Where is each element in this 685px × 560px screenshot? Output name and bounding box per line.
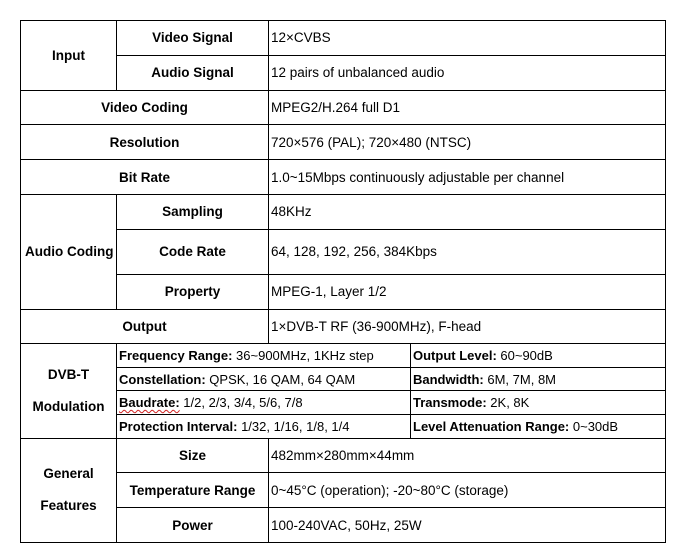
code-rate-value: 64, 128, 192, 256, 384Kbps <box>269 229 666 274</box>
protection-interval-value: 1/32, 1/16, 1/8, 1/4 <box>237 418 350 434</box>
audio-signal-value: 12 pairs of unbalanced audio <box>269 55 666 90</box>
size-value: 482mm×280mm×44mm <box>269 438 666 473</box>
table-row <box>21 125 666 160</box>
constellation-cell <box>117 367 411 391</box>
frequency-range-cell <box>117 344 411 368</box>
bandwidth-value: 6M, 7M, 8M <box>483 371 557 387</box>
power-value: 100-240VAC, 50Hz, 25W <box>269 508 666 543</box>
level-attenuation-value: 0~30dB <box>569 418 619 434</box>
video-coding-label: Video Coding <box>21 90 269 125</box>
input-group-label: Input <box>21 21 117 91</box>
power-label: Power <box>117 508 269 543</box>
frequency-range-value: 36~900MHz, 1KHz step <box>232 348 374 364</box>
transmode-label: Transmode: <box>413 395 487 411</box>
general-label-line1: General <box>43 466 94 482</box>
table-row <box>21 309 666 344</box>
constellation-label: Constellation: <box>119 371 206 387</box>
table-row <box>21 367 666 391</box>
audio-coding-group-label: Audio Coding <box>21 194 117 309</box>
bit-rate-label: Bit Rate <box>21 160 269 195</box>
table-row <box>21 391 666 415</box>
level-attenuation-label: Level Attenuation Range: <box>413 418 570 434</box>
table-row <box>21 508 666 543</box>
dvbt-label-line1: DVB-T <box>47 366 90 382</box>
constellation-value: QPSK, 16 QAM, 64 QAM <box>205 371 356 387</box>
table-row <box>21 473 666 508</box>
size-label: Size <box>117 438 269 473</box>
baudrate-label: Baudrate: <box>119 395 180 411</box>
code-rate-label: Code Rate <box>117 229 269 274</box>
dvbt-label-line2: Modulation <box>32 398 105 414</box>
table-row <box>21 160 666 195</box>
table-row <box>21 229 666 274</box>
resolution-value: 720×576 (PAL); 720×480 (NTSC) <box>269 125 666 160</box>
protection-interval-label: Protection Interval: <box>119 418 238 434</box>
property-value: MPEG-1, Layer 1/2 <box>269 274 666 309</box>
bit-rate-value: 1.0~15Mbps continuously adjustable per channel <box>269 160 666 195</box>
table-row <box>21 90 666 125</box>
dvbt-group-label <box>21 344 117 438</box>
level-attenuation-cell <box>411 415 666 439</box>
resolution-label: Resolution <box>21 125 269 160</box>
table-row <box>21 438 666 473</box>
sampling-value: 48KHz <box>269 194 666 229</box>
table-row <box>21 344 666 368</box>
video-signal-label: Video Signal <box>117 21 269 56</box>
property-label: Property <box>117 274 269 309</box>
bandwidth-cell <box>411 367 666 391</box>
output-level-label: Output Level: <box>413 348 497 364</box>
video-coding-value: MPEG2/H.264 full D1 <box>269 90 666 125</box>
output-level-cell <box>411 344 666 368</box>
baudrate-cell <box>117 391 411 415</box>
output-value: 1×DVB-T RF (36-900MHz), F-head <box>269 309 666 344</box>
general-label-line2: Features <box>40 498 97 514</box>
audio-signal-label: Audio Signal <box>117 55 269 90</box>
table-row <box>21 194 666 229</box>
video-signal-value: 12×CVBS <box>269 21 666 56</box>
table-row <box>21 21 666 56</box>
baudrate-value: 1/2, 2/3, 3/4, 5/6, 7/8 <box>179 395 303 411</box>
frequency-range-label: Frequency Range: <box>119 348 233 364</box>
table-row <box>21 415 666 439</box>
table-row <box>21 274 666 309</box>
protection-interval-cell <box>117 415 411 439</box>
output-level-value: 60~90dB <box>496 348 553 364</box>
bandwidth-label: Bandwidth: <box>413 371 484 387</box>
output-label: Output <box>21 309 269 344</box>
spec-table <box>20 20 666 543</box>
temperature-range-label: Temperature Range <box>117 473 269 508</box>
sampling-label: Sampling <box>117 194 269 229</box>
temperature-range-value: 0~45°C (operation); -20~80°C (storage) <box>269 473 666 508</box>
general-group-label <box>21 438 117 542</box>
table-row <box>21 55 666 90</box>
transmode-value: 2K, 8K <box>486 395 530 411</box>
transmode-cell <box>411 391 666 415</box>
